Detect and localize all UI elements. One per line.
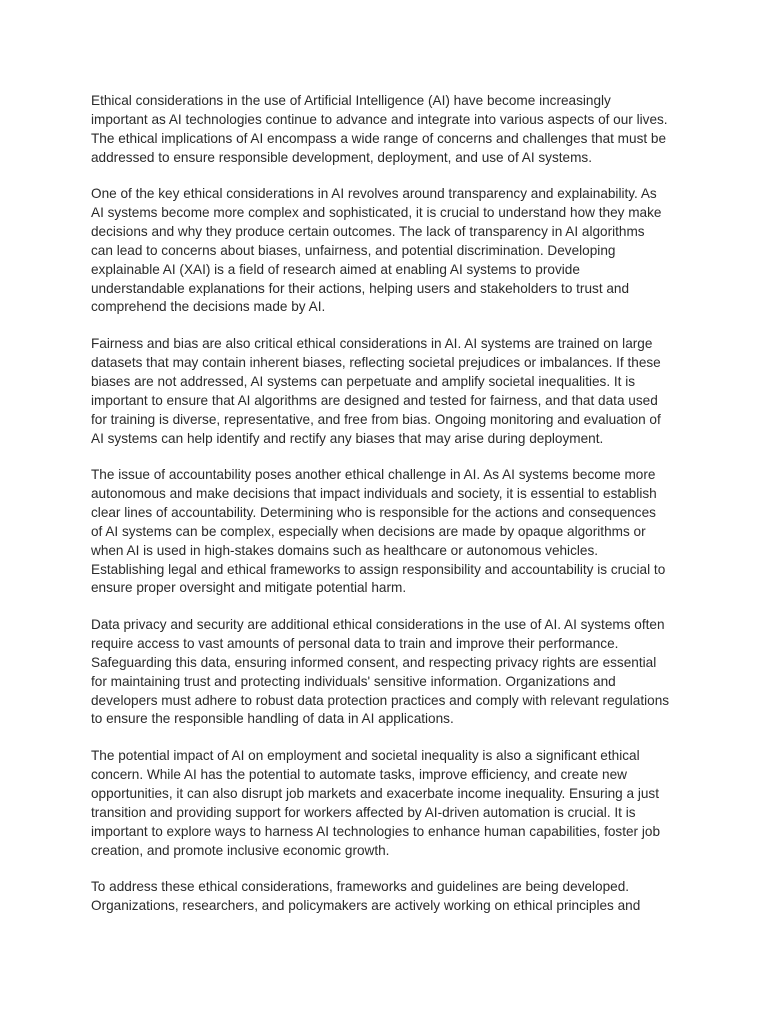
text-line: creation, and promote inclusive economic growth. [91, 842, 390, 858]
text-line: AI systems become more complex and sophisticated, it is crucial to understand how they make [91, 205, 662, 221]
text-line: of AI systems can be complex, especially when decisions are made by opaque algorithms or [91, 523, 646, 539]
paragraph-transparency [91, 185, 711, 317]
text-line: biases are not addressed, AI systems can perpetuate and amplify societal inequalities. It is [91, 373, 636, 389]
text-line: for training is diverse, representative, and free from bias. Ongoing monitoring and evaluation of [91, 411, 661, 427]
document-body [91, 92, 711, 934]
text-line: decisions and why they produce certain outcomes. The lack of transparency in AI algorithms [91, 224, 645, 240]
text-line: One of the key ethical considerations in AI revolves around transparency and explainability. As [91, 186, 657, 202]
text-line: developers must adhere to robust data protection practices and comply with relevant regulations [91, 692, 670, 708]
text-line: Organizations, researchers, and policymakers are actively working on ethical principles and [91, 898, 641, 914]
text-line: Data privacy and security are additional ethical considerations in the use of AI. AI systems often [91, 617, 665, 633]
text-line: can lead to concerns about biases, unfairness, and potential discrimination. Developing [91, 242, 616, 258]
text-line: important to explore ways to harness AI technologies to enhance human capabilities, foster job [91, 823, 661, 839]
text-line: The potential impact of AI on employment and societal inequality is also a significant ethical [91, 748, 640, 764]
text-line: The ethical implications of AI encompass a wide range of concerns and challenges that must be [91, 130, 667, 146]
text-line: comprehend the decisions made by AI. [91, 299, 326, 315]
text-line: ensure proper oversight and mitigate potential harm. [91, 580, 407, 596]
paragraph-employment-impact [91, 747, 711, 860]
text-line: autonomous and make decisions that impact individuals and society, it is essential to establish [91, 486, 657, 502]
paragraph-fairness-bias [91, 335, 711, 448]
text-line: Establishing legal and ethical frameworks to assign responsibility and accountability is crucial to [91, 561, 666, 577]
text-line: The issue of accountability poses another ethical challenge in AI. As AI systems become more [91, 467, 656, 483]
text-line: explainable AI (XAI) is a field of research aimed at enabling AI systems to provide [91, 261, 580, 277]
text-line: for maintaining trust and protecting individuals' sensitive information. Organizations and [91, 673, 616, 689]
text-line: Safeguarding this data, ensuring informed consent, and respecting privacy rights are essential [91, 654, 657, 670]
text-line: To address these ethical considerations, frameworks and guidelines are being developed. [91, 879, 630, 895]
text-line: important as AI technologies continue to advance and integrate into various aspects of our lives. [91, 111, 668, 127]
paragraph-accountability [91, 466, 711, 598]
text-line: understandable explanations for their actions, helping users and stakeholders to trust and [91, 280, 630, 296]
text-line: Fairness and bias are also critical ethical considerations in AI. AI systems are trained on large [91, 336, 653, 352]
text-line: AI systems can help identify and rectify any biases that may arise during deployment. [91, 430, 604, 446]
paragraph-introduction [91, 92, 711, 167]
text-line: datasets that may contain inherent biases, reflecting societal prejudices or imbalances. If these [91, 355, 661, 371]
text-line: concern. While AI has the potential to automate tasks, improve efficiency, and create new [91, 767, 627, 783]
text-line: addressed to ensure responsible development, deployment, and use of AI systems. [91, 149, 592, 165]
text-line: when AI is used in high-stakes domains such as healthcare or autonomous vehicles. [91, 542, 599, 558]
text-line: to ensure the responsible handling of data in AI applications. [91, 711, 454, 727]
text-line: opportunities, it can also disrupt job markets and exacerbate income inequality. Ensuring a just [91, 786, 659, 801]
text-line: clear lines of accountability. Determining who is responsible for the actions and consequences [91, 505, 656, 521]
text-line: transition and providing support for workers affected by AI-driven automation is crucial. It is [91, 804, 636, 820]
paragraph-data-privacy [91, 616, 711, 729]
text-line: require access to vast amounts of personal data to train and improve their performance. [91, 636, 619, 652]
paragraph-frameworks [91, 878, 711, 916]
text-line: important to ensure that AI algorithms are designed and tested for fairness, and that data used [91, 392, 658, 408]
text-line: Ethical considerations in the use of Artificial Intelligence (AI) have become increasingly [91, 93, 611, 108]
